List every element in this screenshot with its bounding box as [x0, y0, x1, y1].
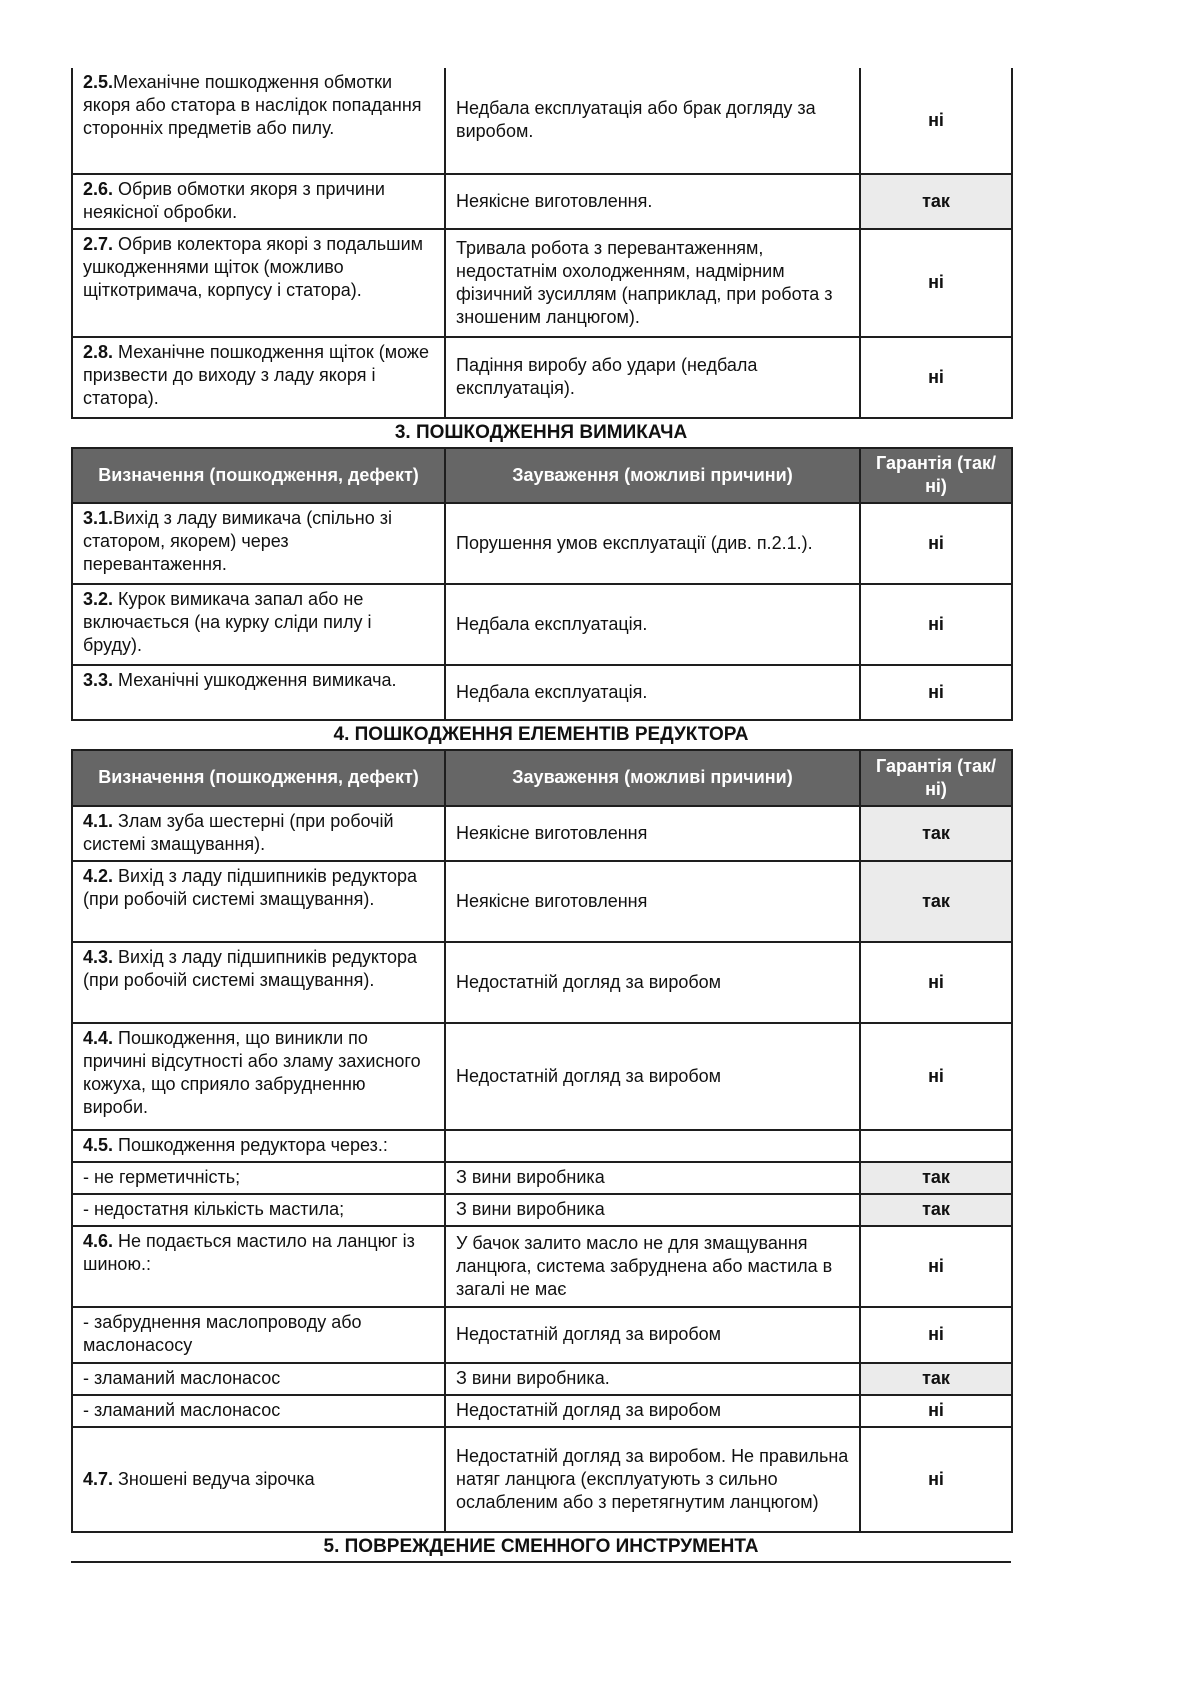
definition-cell	[72, 806, 445, 861]
remark-cell: Недбала експлуатація.	[445, 584, 860, 665]
warranty-cell: так	[860, 1194, 1012, 1226]
definition-cell	[72, 1427, 445, 1532]
section-4-title: 4. ПОШКОДЖЕННЯ ЕЛЕМЕНТІВ РЕДУКТОРА	[333, 724, 749, 745]
item-text: Пошкодження редуктора через.:	[113, 1135, 388, 1155]
table-row	[72, 503, 1012, 584]
item-text: Злам зуба шестерні (при робочій системі змащування).	[83, 811, 394, 854]
item-text: Пошкодження, що виникли по причині відсутності або зламу захисного кожуха, що сприяло забрудненню вироби.	[83, 1028, 421, 1117]
item-number: 4.7.	[83, 1468, 114, 1489]
table-row	[72, 229, 1012, 337]
item-text: Механічні ушкодження вимикача.	[113, 670, 397, 690]
remark-cell: У бачок залито масло не для змащування ланцюга, система забруднена або мастила в загалі не має	[445, 1226, 860, 1307]
warranty-cell: ні	[860, 503, 1012, 584]
item-number: 3.3.	[83, 670, 114, 690]
warranty-cell: ні	[860, 1307, 1012, 1363]
section-3-table	[71, 447, 1013, 721]
section-5-title: 5. ПОВРЕЖДЕНИЕ СМЕННОГО ИНСТРУМЕНТА	[71, 1533, 1011, 1563]
table-row	[72, 337, 1012, 418]
item-text: Зношені ведуча зірочка	[113, 1468, 315, 1489]
definition-cell	[72, 1162, 445, 1194]
table-row	[72, 1130, 1012, 1162]
warranty-cell: ні	[860, 1023, 1012, 1130]
definition-cell	[72, 68, 445, 174]
item-text: - недостатня кількість мастила;	[83, 1199, 345, 1219]
item-text: Обрив колектора якорі з подальшим ушкодженнями щіток (можливо щіткотримача, корпусу і статора).	[83, 234, 424, 300]
remark-cell: Порушення умов експлуатації (див. п.2.1.).	[445, 503, 860, 584]
table-header-row	[72, 448, 1012, 503]
item-text: - зламаний маслонасос	[83, 1400, 281, 1420]
item-text: Механічне пошкодження щіток (може призвести до виходу з ладу якоря і статора).	[83, 342, 429, 408]
warranty-cell: ні	[860, 942, 1012, 1023]
item-number: 4.2.	[83, 866, 114, 886]
warranty-cell: ні	[860, 584, 1012, 665]
item-number: 4.6.	[83, 1231, 114, 1251]
section-4-table	[71, 749, 1013, 1533]
remark-cell: З вини виробника	[445, 1162, 860, 1194]
remark-cell: Недбала експлуатація.	[445, 665, 860, 720]
item-number: 4.5.	[83, 1135, 114, 1155]
definition-cell	[72, 942, 445, 1023]
item-number: 4.1.	[83, 811, 114, 831]
item-number: 4.3.	[83, 947, 114, 967]
item-number: 2.5.	[83, 72, 114, 92]
remark-cell: Недостатній догляд за виробом	[445, 1023, 860, 1130]
section-3-title: 3. ПОШКОДЖЕННЯ ВИМИКАЧА	[394, 422, 688, 443]
column-header-remarks: Зауваження (можливі причини)	[445, 750, 860, 806]
warranty-cell: ні	[860, 1427, 1012, 1532]
table-row	[72, 1162, 1012, 1194]
item-number: 4.4.	[83, 1028, 114, 1048]
definition-cell	[72, 174, 445, 229]
warranty-document	[71, 68, 1011, 1563]
section-2-table	[71, 68, 1013, 419]
warranty-cell: так	[860, 861, 1012, 942]
warranty-cell: ні	[860, 1226, 1012, 1307]
item-text: Курок вимикача запал або не включається (на курку сліди пилу і бруду).	[83, 589, 372, 655]
remark-cell: Недбала експлуатація або брак догляду за виробом.	[445, 68, 860, 174]
item-text: - зламаний маслонасос	[83, 1368, 281, 1388]
warranty-cell: так	[860, 806, 1012, 861]
item-number: 3.1.	[83, 508, 114, 528]
table-row	[72, 1307, 1012, 1363]
column-header-warranty: Гарантія (так/ні)	[860, 750, 1012, 806]
item-number: 2.6.	[83, 179, 114, 199]
table-row	[72, 1194, 1012, 1226]
remark-cell: Недостатній догляд за виробом	[445, 942, 860, 1023]
column-header-warranty: Гарантія (так/ні)	[860, 448, 1012, 503]
remark-cell: Недостатній догляд за виробом	[445, 1395, 860, 1427]
definition-cell	[72, 1023, 445, 1130]
table-row	[72, 942, 1012, 1023]
table-row	[72, 68, 1012, 174]
table-row	[72, 1023, 1012, 1130]
table-header-row	[72, 750, 1012, 806]
warranty-cell: так	[860, 174, 1012, 229]
table-row	[72, 665, 1012, 720]
warranty-cell: ні	[860, 68, 1012, 174]
warranty-cell	[860, 1130, 1012, 1162]
table-row	[72, 1395, 1012, 1427]
definition-cell	[72, 861, 445, 942]
definition-cell	[72, 337, 445, 418]
warranty-cell: так	[860, 1363, 1012, 1395]
warranty-cell: ні	[860, 665, 1012, 720]
item-text: Вихід з ладу вимикача (спільно зі статором, якорем) через перевантаження.	[83, 508, 393, 574]
warranty-cell: ні	[860, 229, 1012, 337]
definition-cell	[72, 584, 445, 665]
warranty-cell: так	[860, 1162, 1012, 1194]
item-number: 2.7.	[83, 234, 114, 254]
definition-cell	[72, 1395, 445, 1427]
remark-cell: Недостатній догляд за виробом	[445, 1307, 860, 1363]
remark-cell	[445, 1130, 860, 1162]
warranty-cell: ні	[860, 337, 1012, 418]
definition-cell	[72, 1130, 445, 1162]
definition-cell	[72, 1363, 445, 1395]
definition-cell	[72, 1194, 445, 1226]
remark-cell: Неякісне виготовлення.	[445, 174, 860, 229]
remark-cell: З вини виробника	[445, 1194, 860, 1226]
remark-cell: Тривала робота з перевантаженням, недостатнім охолодженням, надмірним фізичний зусиллям (наприклад, при робота з зношеним ланцюгом).	[445, 229, 860, 337]
warranty-cell: ні	[860, 1395, 1012, 1427]
item-text: Механічне пошкодження обмотки якоря або статора в наслідок попадання сторонніх предметів або пилу.	[83, 72, 422, 138]
item-text: Не подається мастило на ланцюг із шиною.:	[83, 1231, 415, 1274]
item-text: Вихід з ладу підшипників редуктора (при робочій системі змащування).	[83, 947, 418, 990]
table-row	[72, 861, 1012, 942]
remark-cell: Падіння виробу або удари (недбала експлуатація).	[445, 337, 860, 418]
table-row	[72, 174, 1012, 229]
column-header-definition: Визначення (пошкодження, дефект)	[72, 750, 445, 806]
definition-cell	[72, 1226, 445, 1307]
remark-cell: Неякісне виготовлення	[445, 861, 860, 942]
definition-cell	[72, 1307, 445, 1363]
remark-cell: Недостатній догляд за виробом. Не правильна натяг ланцюга (експлуатують з сильно ослабленим або з перетягнутим ланцюгом)	[445, 1427, 860, 1532]
table-row	[72, 1363, 1012, 1395]
definition-cell	[72, 503, 445, 584]
item-text: - не герметичність;	[83, 1167, 241, 1187]
definition-cell	[72, 229, 445, 337]
item-text: Обрив обмотки якоря з причини неякісної обробки.	[83, 179, 385, 222]
remark-cell: Неякісне виготовлення	[445, 806, 860, 861]
column-header-definition: Визначення (пошкодження, дефект)	[72, 448, 445, 503]
column-header-remarks: Зауваження (можливі причини)	[445, 448, 860, 503]
table-row	[72, 1427, 1012, 1532]
table-row	[72, 806, 1012, 861]
definition-cell	[72, 665, 445, 720]
item-text: - забруднення маслопроводу або маслонасосу	[83, 1312, 362, 1355]
table-row	[72, 1226, 1012, 1307]
item-number: 2.8.	[83, 342, 114, 362]
item-number: 3.2.	[83, 589, 114, 609]
table-row	[72, 584, 1012, 665]
remark-cell: З вини виробника.	[445, 1363, 860, 1395]
item-text: Вихід з ладу підшипників редуктора (при робочій системі змащування).	[83, 866, 418, 909]
